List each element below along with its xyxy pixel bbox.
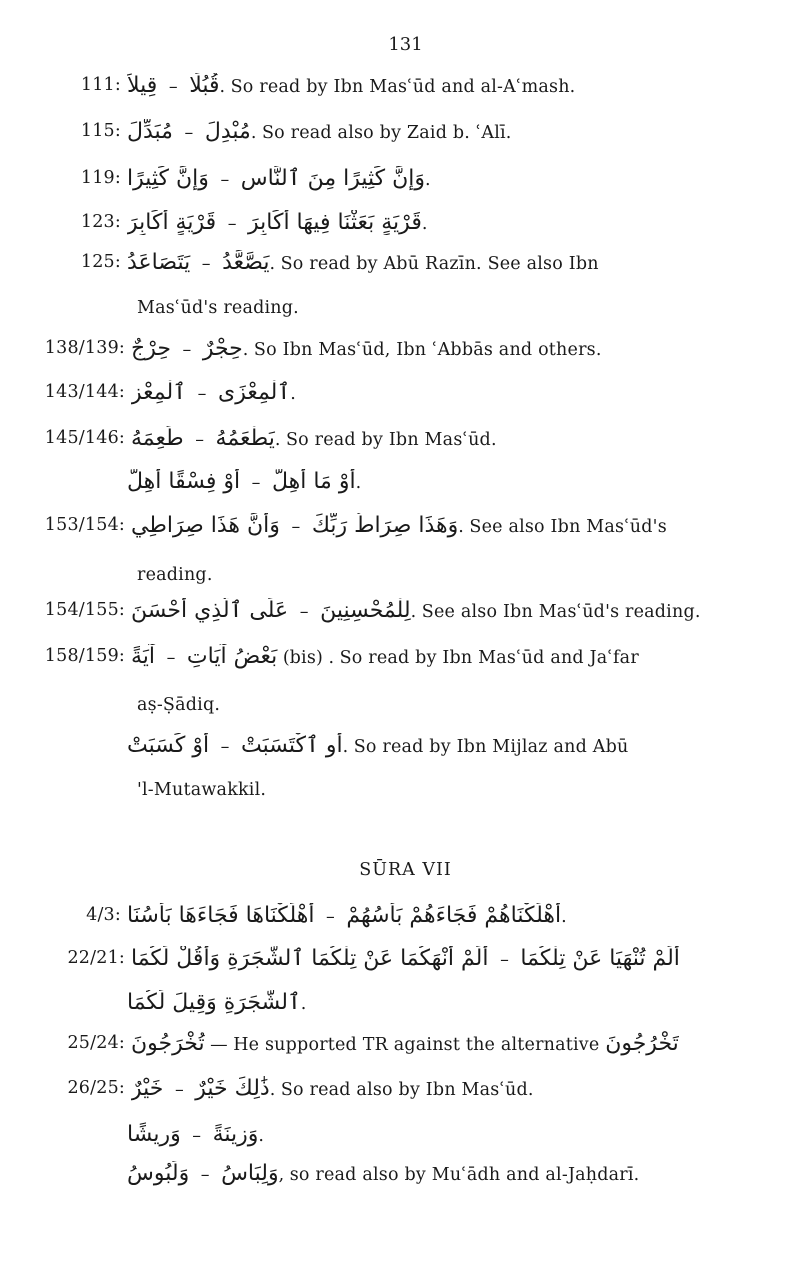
entry-line bbox=[0, 639, 811, 673]
entry-line bbox=[0, 558, 811, 592]
entry-body bbox=[127, 990, 306, 1015]
entry-body bbox=[127, 469, 361, 494]
entry-body bbox=[131, 598, 701, 623]
entry-line bbox=[0, 941, 811, 975]
entry-body bbox=[131, 1031, 679, 1056]
dash-separator: – bbox=[285, 516, 306, 537]
dash-separator: – bbox=[320, 906, 341, 927]
variant-reading: آيَةً bbox=[131, 643, 156, 669]
dash-separator: – bbox=[222, 213, 243, 234]
commentary-text: . See also Ibn Masʿūd's bbox=[458, 516, 667, 537]
entry-line bbox=[0, 773, 811, 807]
verse-reference: 153/154: bbox=[44, 515, 125, 535]
variant-reading: أَهْلَكْنَاهَا فَجَاءَهَا بَأْسُنَا bbox=[127, 902, 315, 928]
entry-line bbox=[0, 205, 811, 239]
variant-reading: ٱلْمِعْزِ bbox=[131, 379, 187, 405]
received-text: أَلَمْ تُنْهَيَا عَنْ تِلْكُمَا bbox=[520, 945, 680, 971]
received-text: ٱلْمِعْزَى bbox=[217, 379, 291, 405]
received-text: يَصَّعَّدُ bbox=[222, 249, 270, 275]
variant-reading: قِيلاً bbox=[127, 72, 158, 98]
verse-reference: 123: bbox=[80, 212, 121, 232]
entry-line bbox=[0, 593, 811, 627]
continuation-text: 'l-Mutawakkil. bbox=[137, 780, 267, 800]
verse-reference: 138/139: bbox=[44, 338, 125, 358]
variant-reading: أَوْ فِسْقًا أُهِلَّ bbox=[127, 468, 241, 494]
verse-reference: 143/144: bbox=[44, 382, 125, 402]
commentary-text: . So read by Abū Razīn. See also Ibn bbox=[269, 253, 599, 274]
entry-line bbox=[0, 68, 811, 102]
received-text: أَوِ ٱكْتَسَبَتْ bbox=[240, 732, 343, 758]
commentary-text: . bbox=[258, 1125, 264, 1146]
dash-separator: – bbox=[178, 122, 199, 143]
received-text: أَهْلَكْنَاهُمْ فَجَاءَهُمْ بَأْسُهُمْ bbox=[346, 902, 562, 928]
entry-line bbox=[0, 421, 811, 455]
continuation-text: reading. bbox=[137, 565, 213, 585]
received-text: ذَٰلِكَ خَيْرٌ bbox=[195, 1075, 270, 1101]
dash-separator: – bbox=[214, 169, 235, 190]
commentary-text: . bbox=[290, 383, 296, 404]
dash-separator: – bbox=[169, 1079, 190, 1100]
entry-line bbox=[0, 464, 811, 498]
entry-body bbox=[131, 380, 296, 405]
received-text: وَزِينَةً bbox=[212, 1121, 259, 1147]
dash-separator: – bbox=[161, 647, 181, 668]
entry-body bbox=[131, 336, 602, 361]
dash-separator: – bbox=[163, 76, 184, 97]
dash-separator: – bbox=[246, 472, 266, 493]
entry-body bbox=[127, 733, 628, 758]
commentary-text: . So Ibn Masʿūd, Ibn ʿAbbās and others. bbox=[242, 339, 602, 360]
commentary-text: . bbox=[300, 993, 307, 1014]
received-text: يَطْعَمُهُ bbox=[215, 425, 275, 451]
verse-reference: 115: bbox=[80, 121, 121, 141]
entry-body bbox=[127, 73, 575, 98]
verse-reference: 25/24: bbox=[67, 1033, 125, 1053]
received-text: قَرْيَةٍ بَعَثْنَا فِيهَا أَكَابِرَ bbox=[248, 209, 422, 235]
dash-separator: – bbox=[176, 339, 197, 360]
entry-line bbox=[0, 1117, 811, 1151]
continuation-text: aṣ-Ṣādiq. bbox=[137, 695, 221, 715]
entry-body bbox=[131, 426, 497, 451]
entry-line bbox=[0, 985, 811, 1019]
entry-line bbox=[0, 898, 811, 932]
entry-body bbox=[137, 298, 299, 318]
variant-reading: أَوْ كَسَبَتْ bbox=[127, 732, 210, 758]
entry-body bbox=[137, 565, 213, 585]
entry-line bbox=[0, 728, 811, 762]
entry-line bbox=[0, 245, 811, 279]
entry-line bbox=[0, 688, 811, 722]
received-text: قُبُلًا bbox=[189, 72, 220, 98]
verse-reference: 26/25: bbox=[67, 1078, 125, 1098]
verse-reference: 125: bbox=[80, 252, 121, 272]
commentary-text: . See also Ibn Masʿūd's reading. bbox=[410, 601, 701, 622]
received-text: لِلْمُحْسِنِينَ bbox=[320, 597, 411, 623]
page-number: 131 bbox=[388, 34, 423, 55]
received-text: بَعْضُ آيَاتِ bbox=[186, 643, 278, 669]
verse-reference: 119: bbox=[80, 168, 121, 188]
entry-line bbox=[0, 375, 811, 409]
verse-reference: 158/159: bbox=[44, 646, 125, 666]
variant-reading: قَرْيَةٍ أَكَابِرَ bbox=[127, 209, 217, 235]
note-text: (bis) bbox=[277, 647, 329, 668]
received-text: مُبْدِلَ bbox=[204, 118, 251, 144]
commentary-text: . bbox=[421, 213, 428, 234]
variant-reading: وَإِنَّ كَثِيرًا bbox=[127, 165, 209, 191]
variant-reading: طَعِمَهُ bbox=[131, 425, 184, 451]
sura-heading: SŪRA VII bbox=[359, 860, 452, 880]
alternative-reading: تَخْرُجُونَ bbox=[605, 1030, 679, 1056]
entry-line bbox=[0, 508, 811, 542]
entry-body bbox=[127, 210, 427, 235]
entry-line bbox=[0, 161, 811, 195]
arabic-continuation: ٱلشَّجَرَةِ وَقِيلَ لَكُمَا bbox=[127, 989, 301, 1015]
variant-reading: وَلَبُوسُ bbox=[127, 1160, 190, 1186]
entry-line bbox=[0, 114, 811, 148]
entry-body bbox=[127, 119, 512, 144]
variant-reading: خَيْرٌ bbox=[131, 1075, 164, 1101]
dash-separator: – bbox=[189, 429, 210, 450]
dash-separator: – bbox=[294, 601, 315, 622]
entry-body bbox=[131, 946, 680, 971]
received-text: تُخْرَجُونَ bbox=[131, 1030, 205, 1056]
received-text: وَإِنَّ كَثِيرًا مِنَ ٱلنَّاسِ bbox=[240, 165, 425, 191]
entry-body bbox=[131, 644, 639, 669]
received-text: حِجْرٌ bbox=[202, 335, 243, 361]
dash-separator: – bbox=[192, 383, 212, 404]
variant-reading: وَأَنَّ هَذَا صِرَاطِي bbox=[131, 512, 280, 538]
variant-reading: مُبَدِّلَ bbox=[127, 118, 173, 144]
commentary-text: . So read by Ibn Masʿūd. bbox=[274, 429, 497, 450]
entry-body bbox=[127, 1161, 639, 1186]
entry-line bbox=[0, 291, 811, 325]
commentary-text: . So read by Ibn Masʿūd and al-Aʿmash. bbox=[219, 76, 576, 97]
entry-body bbox=[127, 250, 599, 275]
variant-reading: حِرْجٌ bbox=[131, 335, 171, 361]
variant-reading: يَتَصَاعَدُ bbox=[127, 249, 191, 275]
verse-reference: 111: bbox=[80, 75, 121, 95]
commentary-text: . bbox=[561, 906, 567, 927]
entry-body bbox=[131, 1076, 534, 1101]
entry-line bbox=[0, 1156, 811, 1190]
entry-body bbox=[137, 780, 266, 800]
commentary-text: . So read by Ibn Masʿūd and Jaʿfar bbox=[328, 647, 639, 668]
entry-line bbox=[0, 331, 811, 365]
commentary-text: . bbox=[355, 472, 362, 493]
dash-separator: – bbox=[195, 1164, 216, 1185]
variant-reading: وَرِيشًا bbox=[127, 1121, 181, 1147]
entry-body bbox=[137, 695, 220, 715]
verse-reference: 154/155: bbox=[44, 600, 125, 620]
dash-separator: – bbox=[494, 949, 515, 970]
commentary-text: . So read also by Zaid b. ʿAlī. bbox=[250, 122, 512, 143]
commentary-text: — He supported TR against the alternative bbox=[204, 1034, 606, 1055]
variant-reading: أَلَمْ أَنْهَكُمَا عَنْ تِلْكُمَا ٱلشَّجَرَةِ وَأَقُلْ لَكُمَا bbox=[131, 945, 489, 971]
received-text: أَوْ مَا أُهِلَّ bbox=[271, 468, 356, 494]
dash-separator: – bbox=[215, 736, 235, 757]
dash-separator: – bbox=[196, 253, 217, 274]
verse-reference: 4/3: bbox=[86, 905, 121, 925]
entry-body bbox=[127, 903, 567, 928]
continuation-text: Masʿūd's reading. bbox=[137, 298, 299, 318]
received-text: وَلِبَاسُ bbox=[221, 1160, 279, 1186]
entry-line bbox=[0, 1026, 811, 1060]
commentary-text: . bbox=[424, 169, 431, 190]
commentary-text: . So read also by Ibn Masʿūd. bbox=[269, 1079, 534, 1100]
dash-separator: – bbox=[186, 1125, 207, 1146]
received-text: وَهَذَا صِرَاطُ رَبِّكَ bbox=[311, 512, 459, 538]
entry-line bbox=[0, 1071, 811, 1105]
entry-body bbox=[127, 166, 431, 191]
verse-reference: 22/21: bbox=[67, 948, 125, 968]
entry-body bbox=[131, 513, 667, 538]
entry-body bbox=[127, 1122, 264, 1147]
verse-reference: 145/146: bbox=[44, 428, 125, 448]
commentary-text: , so read also by Muʿādh and al-Jaḥdarī. bbox=[278, 1164, 640, 1185]
variant-reading: عَلَى ٱلَّذِي أَحْسَنَ bbox=[131, 597, 289, 623]
commentary-text: . So read by Ibn Mijlaz and Abū bbox=[342, 736, 629, 757]
